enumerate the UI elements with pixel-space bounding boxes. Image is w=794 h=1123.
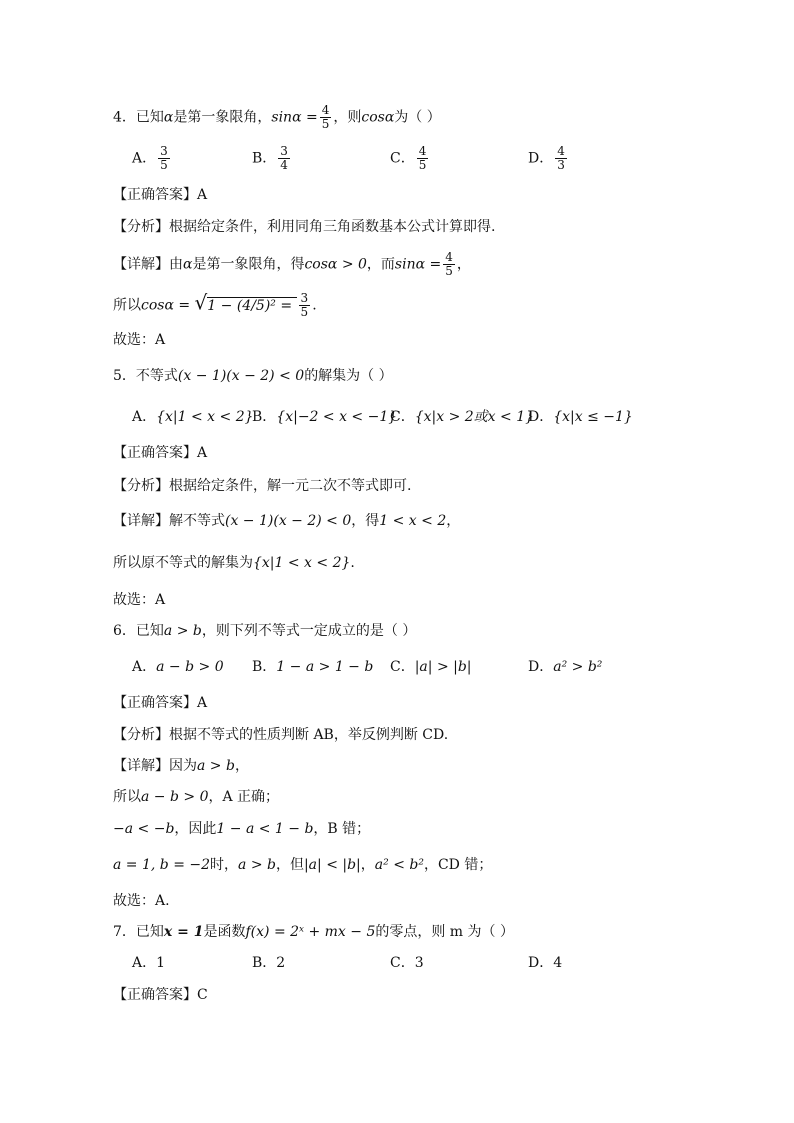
q4-stem-text-c: ，则 [333,109,362,126]
q5-so-line: 所以原不等式的解集为{x|1 < x < 2}. [113,555,355,571]
q4-analysis: 【分析】根据给定条件，利用同角三角函数基本公式计算即得. [113,219,496,235]
q7-stem: 7．已知x = 1是函数f(x) = 2ˣ + mx − 5的零点，则 m 为（ ） [113,924,514,940]
q6-option-b: B．1 − a > 1 − b [252,659,374,675]
q6-option-a: A．a − b > 0 [132,659,224,675]
q4-answer: 【正确答案】A [113,187,208,203]
q6-line3: a = 1, b = −2时，a > b，但|a| < |b|，a² < b²，CD 错； [113,857,493,873]
q4-alpha: α [163,109,174,126]
q4-fraction: $\frac{4}{5}$ [321,103,330,131]
q4-conclusion: 故选：A [113,332,166,348]
q4-stem-text-d: 为（ ） [394,109,441,126]
q5-conclusion: 故选：A [113,592,166,608]
q5-analysis: 【分析】根据给定条件，解一元二次不等式即可. [113,478,412,494]
q5-option-b: B．{x|−2 < x < −1} [252,409,398,425]
q7-option-d: D．4 [528,955,563,971]
q6-line1: 所以a − b > 0，A 正确； [113,789,280,805]
q6-stem: 6．已知a > b，则下列不等式一定成立的是（ ） [113,623,417,639]
q6-answer: 【正确答案】A [113,695,208,711]
q7-option-a: A．1 [132,955,166,971]
q5-answer: 【正确答案】A [113,445,208,461]
q5-option-c: C．{x|x > 2或x < 1} [390,409,535,425]
q6-line2: −a < −b，因此1 − a < 1 − b，B 错； [113,821,371,837]
q4-sin-label: sinα = [271,109,318,126]
q6-analysis: 【分析】根据不等式的性质判断 AB，举反例判断 CD. [113,727,449,743]
q5-stem: 5．不等式(x − 1)(x − 2) < 0的解集为（ ） [113,368,393,384]
q4-so-line: 所以cosα = √1 − (4/5)² = $\frac{3}{5}$ . [113,290,317,319]
q6-conclusion: 故选：A. [113,893,170,909]
q4-detail: 【详解】由α是第一象限角，得cosα > 0，而sinα = $\frac{4}{5}$ ， [113,250,471,278]
q4-option-b: B． $\frac{3}{4}$ [252,144,288,172]
q4-option-c: C． $\frac{4}{5}$ [390,144,427,172]
q5-detail: 【详解】解不等式(x − 1)(x − 2) < 0，得1 < x < 2， [113,513,461,529]
sqrt-icon: √ [194,290,208,315]
q7-option-b: B．2 [252,955,286,971]
q4-cos-label: cosα [361,109,395,126]
q4-option-a: A． $\frac{3}{5}$ [132,144,168,172]
q7-option-c: C．3 [390,955,424,971]
q6-option-d: D．a² > b² [528,659,603,675]
q5-option-d: D．{x|x ≤ −1} [528,409,633,425]
q6-detail: 【详解】因为a > b， [113,758,249,774]
q6-option-c: C．|a| > |b| [390,659,472,675]
q4-stem-text: 4．已知 [113,109,164,126]
q4-stem [113,104,441,131]
q5-option-a: A．{x|1 < x < 2} [132,409,254,425]
q7-answer: 【正确答案】C [113,987,208,1003]
q4-stem-text-b: 是第一象限角， [173,109,272,126]
q4-option-d: D． $\frac{4}{3}$ [528,144,565,172]
